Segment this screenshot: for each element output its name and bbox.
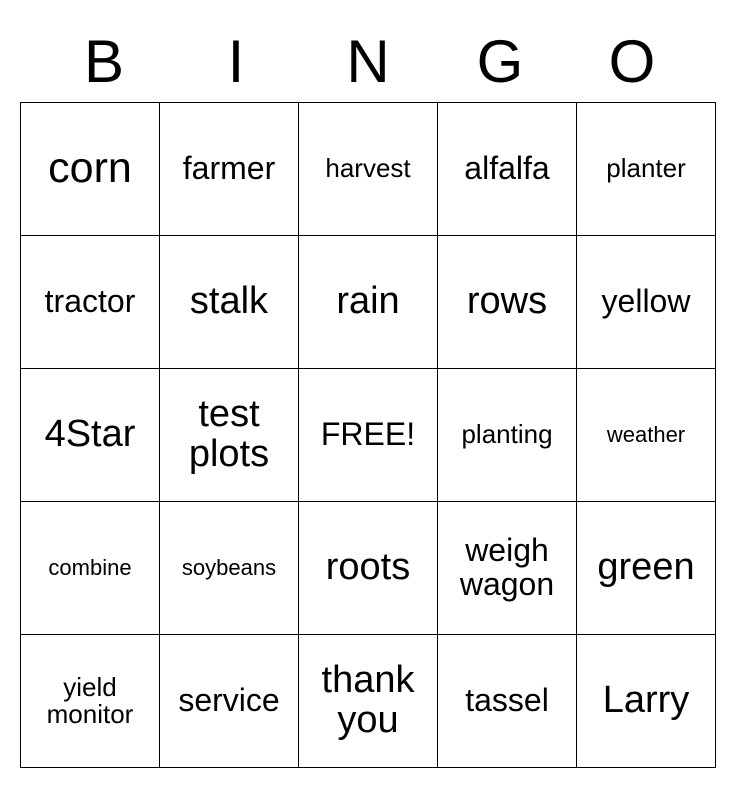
header-letter-b: B [83, 28, 125, 95]
bingo-cell-label: thank you [321, 659, 415, 741]
bingo-cell[interactable] [21, 502, 160, 635]
bingo-grid [20, 102, 716, 768]
bingo-cell-label: alfalfa [464, 150, 550, 187]
bingo-header [38, 0, 698, 94]
bingo-cell[interactable] [160, 635, 299, 768]
bingo-cell[interactable] [21, 635, 160, 768]
bingo-cell[interactable] [299, 236, 438, 369]
bingo-cell-label: tassel [465, 682, 549, 719]
bingo-cell-label: planter [606, 153, 686, 184]
bingo-cell[interactable] [438, 635, 577, 768]
bingo-row [21, 369, 716, 502]
bingo-cell[interactable] [21, 103, 160, 236]
bingo-cell-label: weather [606, 422, 686, 448]
bingo-cell-label: planting [461, 419, 553, 450]
bingo-cell[interactable] [577, 502, 716, 635]
bingo-cell[interactable] [21, 236, 160, 369]
bingo-cell-label: service [178, 682, 280, 719]
bingo-cell-label: farmer [182, 150, 276, 187]
header-letter-o: O [608, 28, 656, 95]
bingo-cell[interactable] [438, 103, 577, 236]
bingo-cell[interactable] [577, 236, 716, 369]
bingo-cell-label: 4Star [44, 413, 136, 456]
bingo-cell[interactable] [21, 369, 160, 502]
bingo-row [21, 236, 716, 369]
bingo-row [21, 502, 716, 635]
bingo-cell-label: rows [466, 280, 548, 323]
bingo-cell-label: roots [325, 546, 411, 589]
bingo-cell[interactable] [577, 369, 716, 502]
bingo-cell-label: tractor [44, 283, 136, 320]
bingo-cell-label: test plots [188, 393, 270, 475]
bingo-cell[interactable] [160, 502, 299, 635]
bingo-cell[interactable] [577, 103, 716, 236]
bingo-cell-label: harvest [325, 153, 411, 184]
bingo-cell[interactable] [299, 103, 438, 236]
bingo-cell-label: combine [48, 555, 132, 581]
bingo-cell-label: green [597, 546, 695, 589]
bingo-cell[interactable] [160, 369, 299, 502]
bingo-cell-label: yield monitor [46, 671, 134, 729]
header-letter-n: N [346, 28, 390, 95]
bingo-cell-label: FREE! [320, 416, 416, 453]
bingo-cell-label: stalk [189, 280, 269, 323]
bingo-cell-label: Larry [602, 679, 690, 722]
bingo-cell[interactable] [160, 103, 299, 236]
header-letter-i: I [227, 28, 245, 95]
bingo-cell[interactable] [299, 502, 438, 635]
bingo-cell[interactable] [299, 635, 438, 768]
bingo-cell[interactable] [438, 236, 577, 369]
bingo-row [21, 103, 716, 236]
bingo-cell[interactable] [438, 369, 577, 502]
bingo-cell-label: soybeans [181, 555, 277, 581]
bingo-row [21, 635, 716, 768]
bingo-cell-label: corn [48, 144, 132, 193]
header-letter-g: G [476, 28, 524, 95]
bingo-cell-label: yellow [601, 283, 691, 320]
bingo-cell-label: weigh wagon [459, 532, 555, 602]
bingo-cell[interactable] [438, 502, 577, 635]
bingo-cell-label: rain [336, 280, 400, 323]
bingo-cell[interactable] [577, 635, 716, 768]
bingo-cell-free[interactable] [299, 369, 438, 502]
bingo-cell[interactable] [160, 236, 299, 369]
